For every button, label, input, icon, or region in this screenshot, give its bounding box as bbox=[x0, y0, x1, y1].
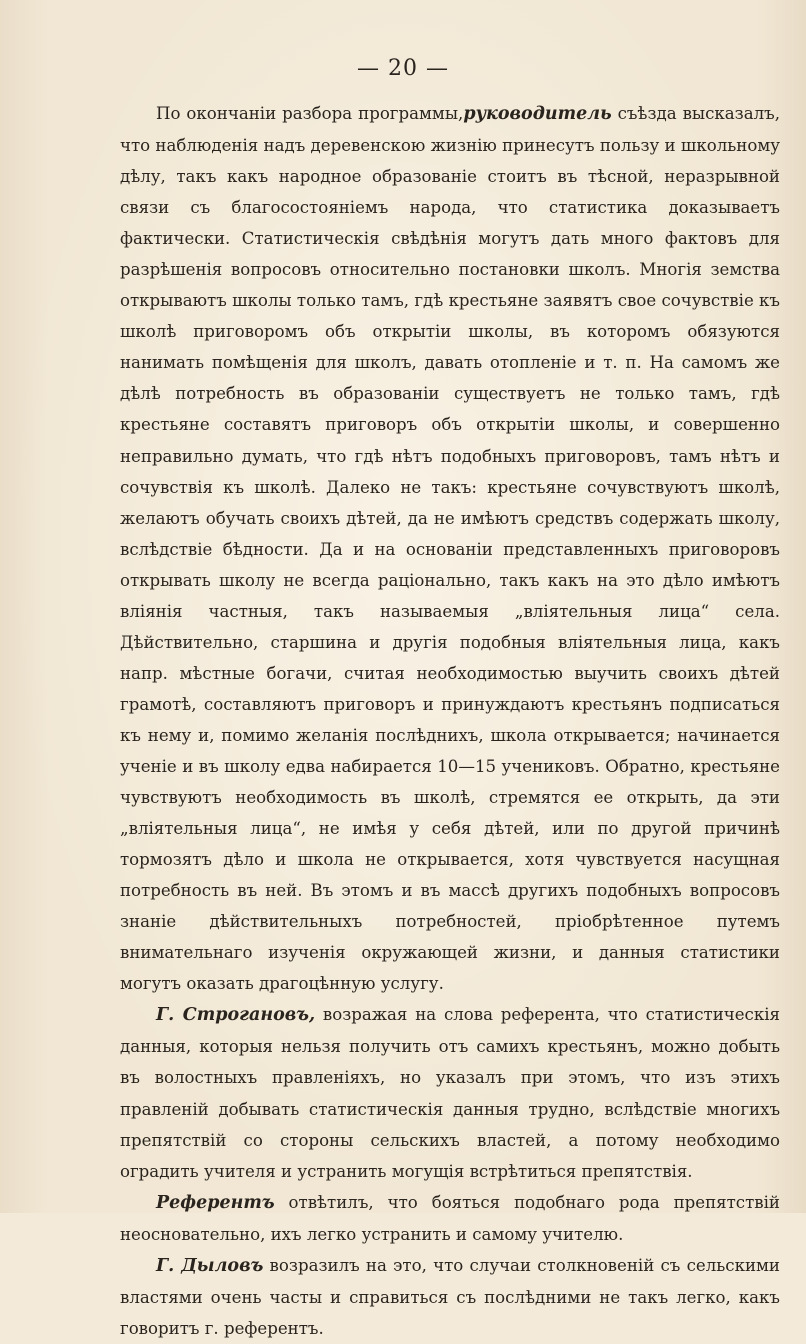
paragraph-organizer-remarks bbox=[120, 98, 780, 999]
speaker-name: Г. Дыловъ bbox=[156, 1255, 264, 1276]
speaker-name: Г. Строгановъ, bbox=[156, 1005, 316, 1026]
paragraph-referent-reply bbox=[120, 1187, 780, 1250]
speaker-name: руководитель bbox=[463, 104, 612, 124]
paragraph-lead-in: По окончаніи разбора программы, bbox=[156, 104, 464, 123]
paragraph-stroganov-objection bbox=[120, 999, 780, 1186]
paragraph-text: съѣзда высказалъ, что наблюденія надъ деревенскою жизнію принесутъ пользу и школьному дѣлу, такъ какъ народное образованіе стоитъ въ тѣсной, неразрывной связи съ благосостояніемъ народа, что статистика доказываетъ фактически. Статистическія свѣдѣнія могутъ дать много фактовъ для разрѣшенія вопросовъ относительно постановки школъ. Многія земства открываютъ школы только тамъ, гдѣ крестьяне заявятъ свое сочувствіе къ школѣ приговоромъ объ открытіи школы, въ которомъ обязуются нанимать помѣщенія для школъ, давать отопленіе и т. п. На самомъ же дѣлѣ потребность въ образованіи существуетъ не только тамъ, гдѣ крестьяне составятъ приговоръ объ открытіи школы, и совершенно неправильно думать, что гдѣ нѣтъ подобныхъ приговоровъ, тамъ нѣтъ и сочувствія къ школѣ. Далеко не такъ: крестьяне сочувствуютъ школѣ, желаютъ обучать своихъ дѣтей, да не имѣютъ средствъ содержать школу, вслѣдствіе бѣдности. Да и на основаніи представленныхъ приговоровъ открывать школу не всегда раціонально, такъ какъ на это дѣло имѣютъ вліянія частныя, такъ называемыя „вліятельныя лица“ села. Дѣйствительно, старшина и другія подобныя вліятельныя лица, какъ напр. мѣстные богачи, считая необходимостью выучить своихъ дѣтей грамотѣ, составляютъ приговоръ и принуждаютъ крестьянъ подписаться къ нему и, помимо желанія послѣднихъ, школа открывается; начинается ученіе и въ школу едва набирается 10—15 учениковъ. Обратно, крестьяне чувствуютъ необходимость въ школѣ, стремятся ее открыть, да эти „вліятельныя лица“, не имѣя у себя дѣтей, или по другой причинѣ тормозятъ дѣло и школа не открывается, хотя чувствуется насущная потребность въ ней. Въ этомъ и въ массѣ другихъ подобныхъ вопросовъ знаніе дѣйствительныхъ потребностей, пріобрѣтенное путемъ внимательнаго изученія окружающей жизни, и данныя статистики могутъ оказать драгоцѣнную услугу. bbox=[120, 104, 780, 994]
body-text bbox=[120, 98, 780, 1344]
paragraph-dylov-objection bbox=[120, 1250, 780, 1344]
speaker-name: Референтъ bbox=[156, 1192, 275, 1213]
paragraph-text: отвѣтилъ, что бояться подобнаго рода препятствій неосновательно, ихъ легко устранить и самому учителю. bbox=[120, 1192, 780, 1244]
paragraph-text: возражая на слова референта, что статистическія данныя, которыя нельзя получить отъ самихъ крестьянъ, можно добыть въ волостныхъ правленіяхъ, но указалъ при этомъ, что изъ этихъ правленій добывать статистическія данныя трудно, вслѣдствіе многихъ препятствій со стороны сельскихъ властей, а потому необходимо оградить учителя и устранить могущія встрѣтиться препятствія. bbox=[120, 1005, 780, 1181]
paragraph-text: возразилъ на это, что случаи столкновеній съ сельскими властями очень часты и справиться съ послѣдними не такъ легко, какъ говоритъ г. референтъ. bbox=[120, 1255, 780, 1338]
page-number: — 20 — bbox=[357, 56, 449, 81]
